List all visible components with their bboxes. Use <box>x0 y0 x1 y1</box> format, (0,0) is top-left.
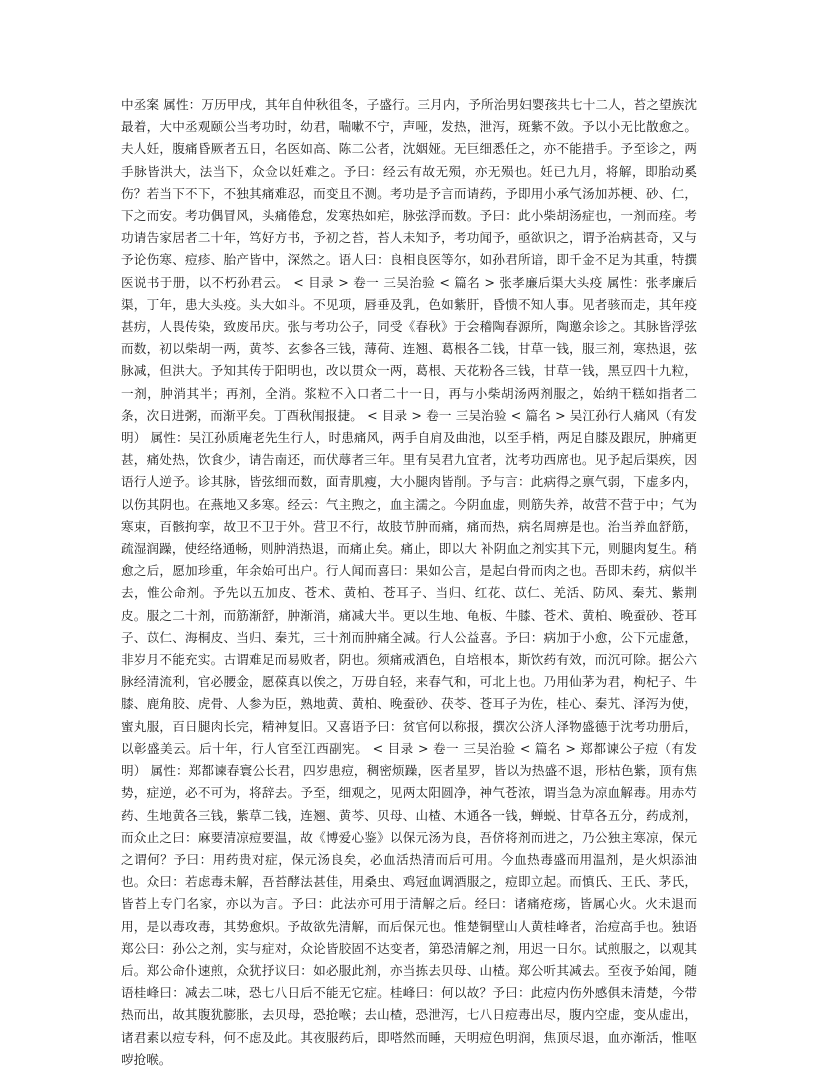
body-text: 中丞案 属性：万历甲戌，其年自仲秋徂冬，子盛行。三月内，予所治男妇婴孩共七十二人，苔之望族沈最着，大中丞观颐公当考功时，幼君，喘嗽不宁，声哑，发热，泄泻，斑紫不敛。予以小无比散愈之。夫人妊，腹痛昏厥者五日，名医如高、陈二公者，沈姻娅。无巨细悉任之，亦不能措手。予至诊之，两手脉皆洪大，法当下，众佥以妊难之。予曰：经云有故无殒，亦无殒也。妊已九月，将解，即胎动奚伤？若当下不下，不独其痛难忍，而变且不测。考功是予言而请药，予即用小承气汤加苏梗、砂、仁，下之而安。考功偶冒风，头痛倦怠，发寒热如疟，脉弦浮而数。予曰：此小柴胡汤症也，一剂而痊。考功请告家居者二十年，笃好方书，予初之苔，苔人未知予，考功闻予，亟欲识之，谓予治病甚奇，又与予论伤寒、痘疹、胎产皆中，深然之。语人曰：良相良医等尔，如孙君所谙，即千金不足为其重，特撰医说书于册，以不朽孙君云。 < 目录 > 卷一 三吴治验 < 篇名 > 张孝廉后渠大头疫 属性：张孝廉后渠，丁年，患大头疫。头大如斗。不见项，唇垂及乳，色如紫肝，昏愦不知人事。见者骇而走，其年疫甚疠，人畏传染，致废吊庆。张与考功公子，同受《春秋》于会稽陶春源所，陶邀余诊之。其脉皆浮弦而数，初以柴胡一两，黄芩、玄参各三钱，薄荷、连翘、葛根各二钱，甘草一钱，服三剂，寒热退，弦脉减，但洪大。予知其传于阳明也，改以贯众一两，葛根、天花粉各三钱，甘草一钱，黑豆四十九粒，一剂，肿消其半；再剂，全消。浆粒不入口者二十一日，再与小柴胡汤两剂服之，始纳干糕如指者二条，次日进粥，而渐平矣。丁酉秋闱报捷。 < 目录 > 卷一 三吴治验 < 篇名 > 吴江孙行人痛风（有发明） 属性：吴江孙质庵老先生行人，时患痛风，两手自肩及曲池，以至手梢，两足自膝及跟尻，肿痛更甚，痛处热，饮食少，请告南还，而伏蓐者三年。里有吴君九宜者，沈考功西席也。见予起后渠疾，因语行人逆予。诊其脉，皆弦细而数，面青肌瘦，大小腿肉皆削。予与言：此病得之禀气弱，下虚多内，以伤其阴也。在燕地又多寒。经云：气主煦之，血主濡之。今阴血虚，则筋失养，故营不营于中；气为寒束，百骸拘挛，故卫不卫于外。营卫不行，故肢节肿而痛，痛而热，病名周痹是也。治当养血舒筋，疏湿润躁，使经络通畅，则肿消热退，而痛止矣。痛止，即以大 补阴血之剂实其下元，则腿肉复生。稍愈之后，愿加珍重，年余始可出户。行人闻而喜曰：果如公言，是起白骨而肉之也。吾即未药，病似半去，惟公命剂。予先以五加皮、苍术、黄柏、苍耳子、当归、红花、苡仁、羌活、防风、秦艽、紫荆皮。服之二十剂，而筋渐舒，肿渐消，痛减大半。更以生地、龟板、牛膝、苍术、黄柏、晚蚕砂、苍耳子、苡仁、海桐皮、当归、秦艽，三十剂而肿痛全减。行人公益喜。予曰：病加于小愈，公下元虚惫，非岁月不能充实。古谓难足而易败者，阴也。须痛戒酒色，自培根本，斯饮药有效，而沉可除。据公六脉经清流利，官必腰金，愿葆真以俟之，万毋自轻，来春气和，可北上也。乃用仙茅为君，枸杞子、牛膝、鹿角胶、虎骨、人参为臣，熟地黄、黄柏、晚蚕砂、茯苓、苍耳子为佐，桂心、秦艽、泽泻为使，蜜丸服，百日腿肉长完，精神复旧。又喜语予曰：贫官何以称报，撰次公济人泽物盛德于沈考功册后，以彰盛美云。后十年，行人官至江西副宪。 < 目录 > 卷一 三吴治验 < 篇名 > 郑都谏公子痘（有发明） 属性：郑都谏春寰公长君，四岁患痘，稠密烦躁，医者星罗，皆以为热盛不退，形枯色紫，顶有焦势，症逆，必不可为，将辞去。予至，细观之，见两太阳圆净，神气苍浓，谓当急为凉血解毒。用赤芍药、生地黄各三钱，紫草二钱，连翘、黄芩、贝母、山楂、木通各一钱，蝉蜕、甘草各五分，药成剂，而众止之曰：麻要清凉痘要温，故《博爱心鉴》以保元汤为良，吾侪将剂而进之，乃公独主寒凉，保元之谓何？予曰：用药贵对症，保元汤良矣，必血活热清而后可用。今血热毒盛而用温剂，是火炽添油也。众曰：若虑毒未解，吾苔酵法甚佳，用桑虫、鸡冠血调酒服之，痘即立起。而慎氏、王氏、茅氏，皆苔上专门名家，亦以为言。予曰：此法亦可用于清解之后。经曰：诸痛疮疡，皆属心火。火未退而用，是以毒攻毒，其势愈炽。予故欲先清解，而后保元也。惟楚铜壁山人黄桂峰者，治痘高手也。独语郑公曰：孙公之剂，实与症对，众论皆胶固不达变者，第恐清解之剂，用迟一日尔。试煎服之，以观其后。郑公命仆速煎，众犹抒议曰：如必服此剂，亦当拣去贝母、山楂。郑公听其减去。至夜予始闻，随语桂峰曰：减去二味，恐七八日后不能无它症。桂峰曰：何以故？予曰：此痘内伤外感俱未清楚，今带热而出，故其腹犹膨胀，去贝母，恐抢喉；去山楂，恐泄泻，七八日痘毒出尽，腹内空虚，变从虚出，诸君素以痘专科，何不虑及此。其夜服药后，即嗒然而睡，天明痘色明润，焦顶尽退，血亦渐活，惟呕哕抢喉。 <box>121 97 697 1067</box>
document-page <box>121 94 697 1067</box>
